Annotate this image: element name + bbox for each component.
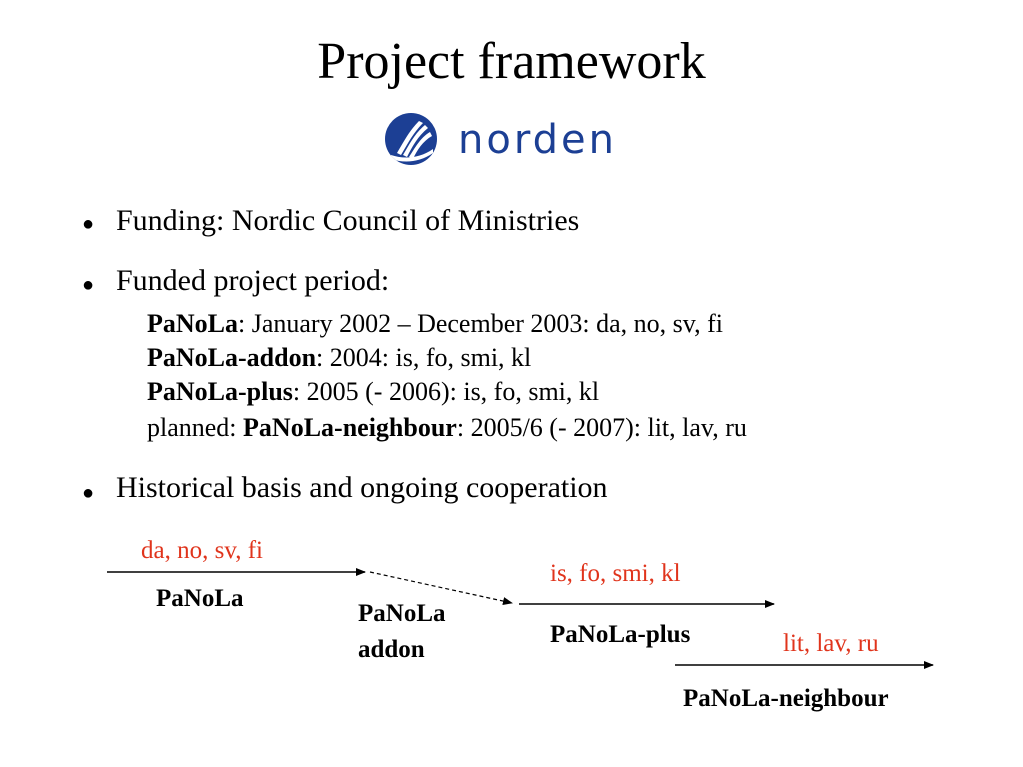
stage-name: PaNoLa-neighbour [683,685,889,712]
bullet-historical: Historical basis and ongoing cooperation [116,471,608,504]
bullet-dot-icon: ● [82,482,95,504]
period-name: PaNoLa-addon [147,343,317,372]
period-line: planned: PaNoLa-neighbour: 2005/6 (- 2007): lit, lav, ru [147,413,747,442]
period-line: PaNoLa-addon: 2004: is, fo, smi, kl [147,343,532,372]
stage-name: PaNoLa [156,585,244,612]
stage-name: addon [358,636,425,663]
page-title: Project framework [317,33,706,90]
period-name: PaNoLa-neighbour [243,413,457,442]
stage-languages: lit, lav, ru [783,630,879,657]
stage-languages: is, fo, smi, kl [550,560,681,587]
stage-languages: da, no, sv, fi [141,537,263,564]
bullet-dot-icon: ● [82,274,95,296]
period-name: PaNoLa [147,309,238,338]
norden-logo-text: norden [458,117,617,163]
period-line: PaNoLa: January 2002 – December 2003: da, no, sv, fi [147,309,723,338]
period-name: PaNoLa-plus [147,377,293,406]
period-line: PaNoLa-plus: 2005 (- 2006): is, fo, smi, kl [147,377,600,406]
bullet-funding: Funding: Nordic Council of Ministries [116,204,580,237]
stage-name: PaNoLa [358,600,446,627]
bullet-dot-icon: ● [82,213,95,235]
bullet-funded-period: Funded project period: [116,264,390,297]
stage-name: PaNoLa-plus [550,621,691,648]
